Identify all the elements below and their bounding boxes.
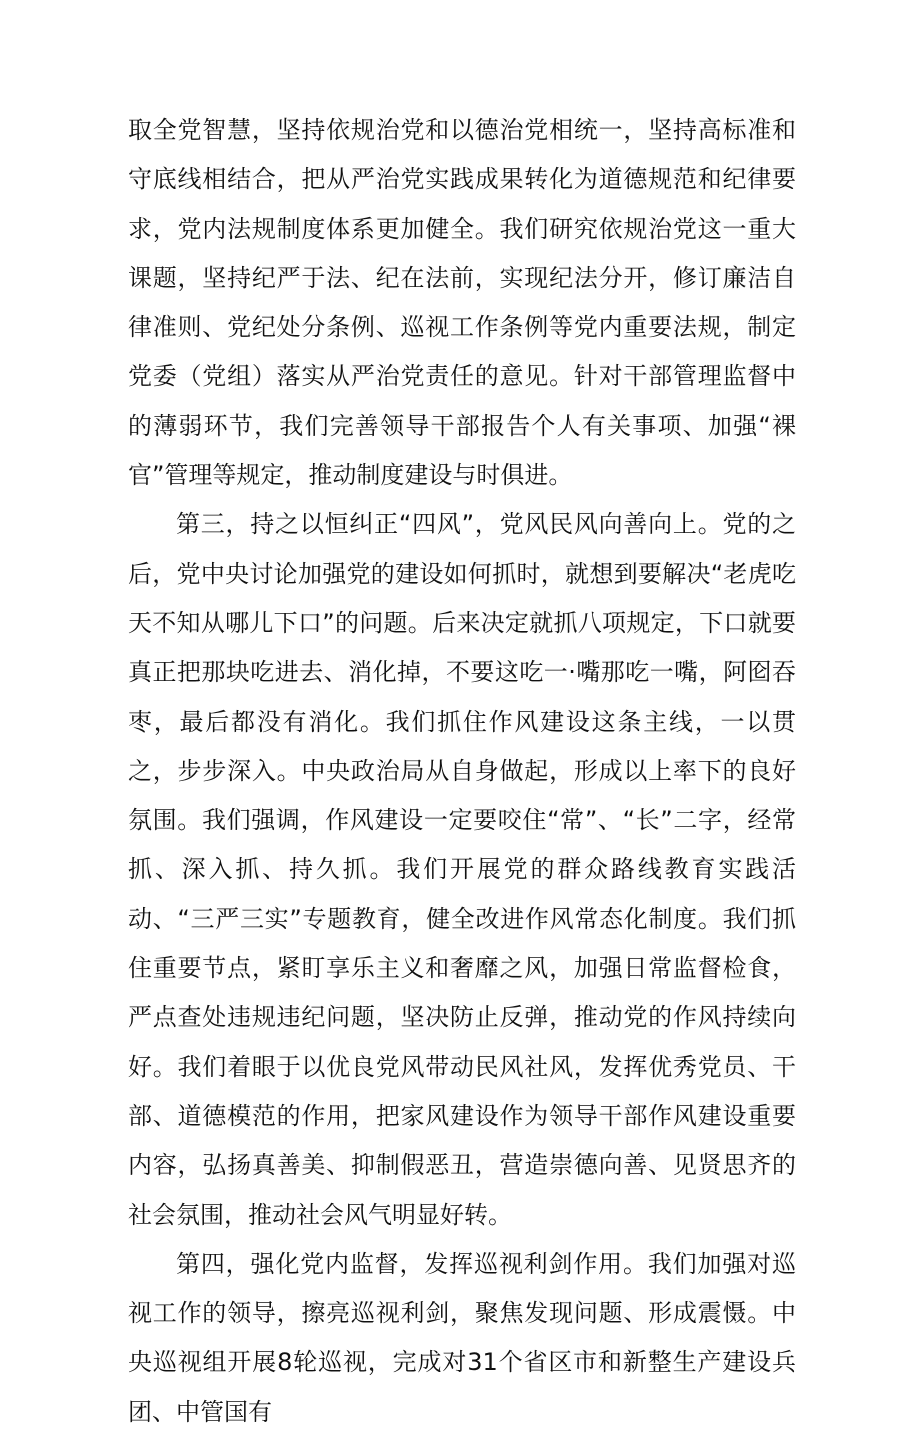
paragraph-four-winds: 第三，持之以恒纠正“四风”，党风民风向善向上。党的之后，党中央讨论加强党的建设如何抓时，就想到要解决“老虎吃天不知从哪儿下口”的问题。后来决定就抓八项规定，下口就要真正把那块吃进去、消化掉，不要这吃一·嘴那吃一嘴，阿囵吞枣，最后都没有消化。我们抓住作风建设这条主线，一以贯之，步步深入。中央政治局从自身做起，形成以上率下的良好氛围。我们强调，作风建设一定要咬住“常”、“长”二字，经常抓、深入抓、持久抓。我们开展党的群众路线教育实践活动、“三严三实”专题教育，健全改进作风常态化制度。我们抓住重要节点，紧盯享乐主义和奢靡之风，加强日常监督检食，严点查处违规违纪问题，坚决防止反弹，推动党的作风持续向好。我们着眼于以优良党风带动民风社风，发挥优秀党员、干部、道德模范的作用，把家风建设作为领导干部作风建设重要内容，弘扬真善美、抑制假恶丑，营造崇德向善、见贤思齐的社会氛围，推动社会风气明显好转。	[128, 510, 796, 1229]
paragraph-party-regulations: 取全党智慧，坚持依规治党和以德治党相统一，坚持高标准和守底线相结合，把从严治党实践成果转化为道德规范和纪律要求，党内法规制度体系更加健全。我们研究依规治党这一重大课题，坚持纪严于法、纪在法前，实现纪法分开，修订廉洁自律准则、党纪处分条例、巡视工作条例等党内重要法规，制定党委（党组）落实从严治党责任的意见。针对干部管理监督中的薄弱环节，我们完善领导干部报告个人有关事项、加强“裸官”管理等规定，推动制度建设与时俱进。	[128, 116, 796, 490]
document-body	[128, 106, 796, 1437]
paragraph-party-supervision: 第四，强化党内监督，发挥巡视利剑作用。我们加强对巡视工作的领导，擦亮巡视利剑，聚焦发现问题、形成震慑。中央巡视组开展8轮巡视，完成对31个省区市和新整生产建设兵团、中管国有	[128, 1249, 796, 1426]
